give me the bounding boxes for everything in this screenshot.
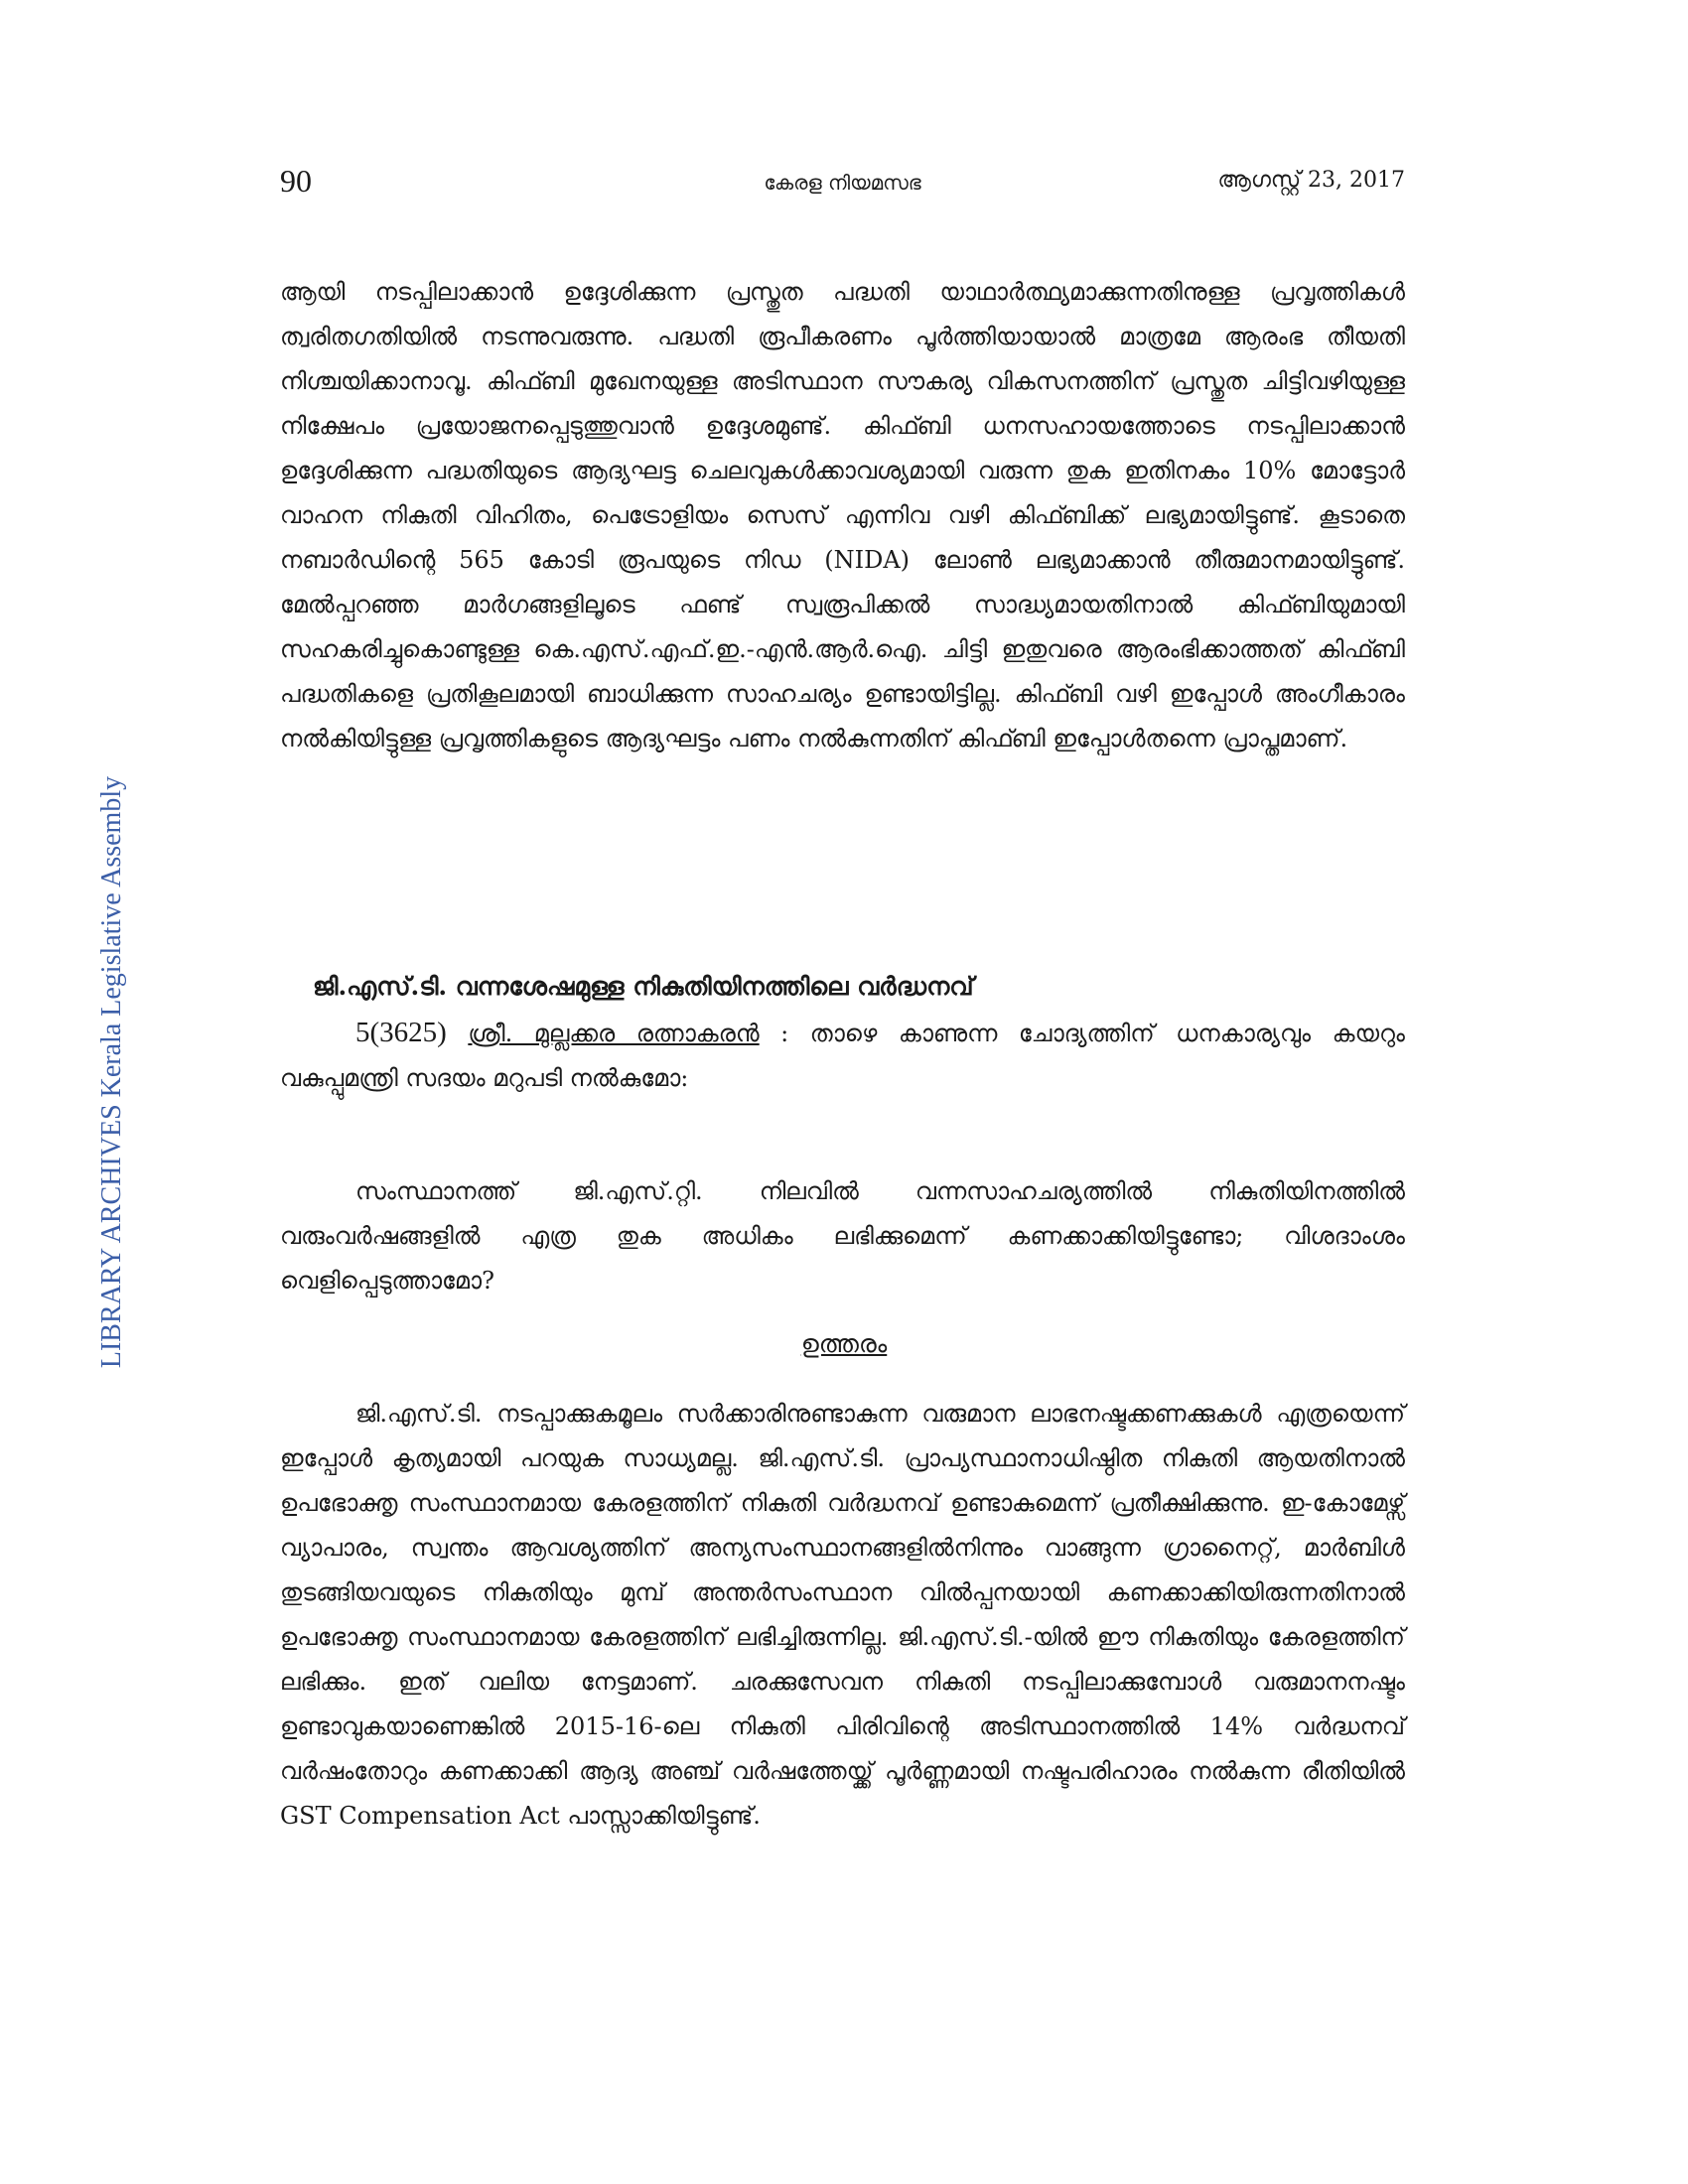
section-heading: ജി.എസ്.ടി. വന്നശേഷമുള്ള നികുതിയിനത്തിലെ വർദ്ധനവ് [313,972,974,1001]
continuation-paragraph: ആയി നടപ്പിലാക്കാൻ ഉദ്ദേശിക്കുന്ന പ്രസ്തുത പദ്ധതി യാഥാർത്ഥ്യമാക്കുന്നതിനുള്ള പ്രവൃത്തികൾ ത്വരിതഗതിയിൽ നടന്നുവരുന്നു. പദ്ധതി രൂപീകരണം പൂർത്തിയായാൽ മാത്രമേ ആരംഭ തീയതി നിശ്ചയിക്കാനാവൂ. കിഫ്ബി മുഖേനയുള്ള അടിസ്ഥാന സൗകര്യ വികസനത്തിന് പ്രസ്തുത ചിട്ടിവഴിയുള്ള നിക്ഷേപം പ്രയോജനപ്പെടുത്തുവാൻ ഉദ്ദേശമുണ്ട്. കിഫ്ബി ധനസഹായത്തോടെ നടപ്പിലാക്കാൻ ഉദ്ദേശിക്കുന്ന പദ്ധതിയുടെ ആദ്യഘട്ട ചെലവുകൾക്കാവശ്യമായി വരുന്ന തുക ഇതിനകം 10% മോട്ടോർ വാഹന നികുതി വിഹിതം, പെട്രോളിയം സെസ് എന്നിവ വഴി കിഫ്ബിക്ക് ലഭ്യമായിട്ടുണ്ട്. കൂടാതെ നബാർഡിന്റെ 565 കോടി രൂപയുടെ നിഡ (NIDA) ലോൺ ലഭ്യമാക്കാൻ തീരുമാനമായിട്ടുണ്ട്. മേൽപ്പറഞ്ഞ മാർഗങ്ങളിലൂടെ ഫണ്ട് സ്വരൂപിക്കൽ സാദ്ധ്യമായതിനാൽ കിഫ്ബിയുമായി സഹകരിച്ചുകൊണ്ടുള്ള കെ.എസ്.എഫ്.ഇ.-എൻ.ആർ.ഐ. ചിട്ടി ഇതുവരെ ആരംഭിക്കാത്തത് കിഫ്ബി പദ്ധതികളെ പ്രതികൂലമായി ബാധിക്കുന്ന സാഹചര്യം ഉണ്ടായിട്ടില്ല. കിഫ്ബി വഴി ഇപ്പോൾ അംഗീകാരം നൽകിയിട്ടുള്ള പ്രവൃത്തികളുടെ ആദ്യഘട്ടം പണം നൽകുന്നതിന് കിഫ്ബി ഇപ്പോൾതന്നെ പ്രാപ്തമാണ്. [280,278,1405,752]
question-text: സംസ്ഥാനത്ത് ജി.എസ്.റ്റി. നിലവിൽ വന്നസാഹചര്യത്തിൽ നികുതിയിനത്തിൽ വരുംവർഷങ്ങളിൽ എത്ര തുക അധികം ലഭിക്കുമെന്ന് കണക്കാക്കിയിട്ടുണ്ടോ; വിശദാംശം വെളിപ്പെടുത്താമോ? [280,1177,1405,1295]
member-name: ശ്രീ. മുല്ലക്കര രത്നാകരൻ [468,1020,760,1047]
archive-watermark: LIBRARY ARCHIVES Kerala Legislative Assembly [96,775,127,1369]
question-intro-paragraph [280,1011,1405,1101]
question-number: 5(3625) [355,1017,447,1048]
answer-paragraph: ജി.എസ്.ടി. നടപ്പാക്കുകമൂലം സർക്കാരിനുണ്ടാകുന്ന വരുമാന ലാഭനഷ്ടക്കണക്കുകൾ എത്രയെന്ന് ഇപ്പോൾ കൃത്യമായി പറയുക സാധ്യമല്ല. ജി.എസ്.ടി. പ്രാപ്യസ്ഥാനാധിഷ്ഠിത നികുതി ആയതിനാൽ ഉപഭോക്തൃ സംസ്ഥാനമായ കേരളത്തിന് നികുതി വർദ്ധനവ് ഉണ്ടാകുമെന്ന് പ്രതീക്ഷിക്കുന്നു. ഇ-കോമേഴ്സ് വ്യാപാരം, സ്വന്തം ആവശ്യത്തിന് അന്യസംസ്ഥാനങ്ങളിൽനിന്നും വാങ്ങുന്ന ഗ്രാനൈറ്റ്, മാർബിൾ തുടങ്ങിയവയുടെ നികുതിയും മുമ്പ് അന്തർസംസ്ഥാന വിൽപ്പനയായി കണക്കാക്കിയിരുന്നതിനാൽ ഉപഭോക്തൃ സംസ്ഥാനമായ കേരളത്തിന് ലഭിച്ചിരുന്നില്ല. ജി.എസ്.ടി.-യിൽ ഈ നികുതിയും കേരളത്തിന് ലഭിക്കും. ഇത് വലിയ നേട്ടമാണ്. ചരക്കുസേവന നികുതി നടപ്പിലാക്കുമ്പോൾ വരുമാനനഷ്ടം ഉണ്ടാവുകയാണെങ്കിൽ 2015-16-ലെ നികുതി പിരിവിന്റെ അടിസ്ഥാനത്തിൽ 14% വർദ്ധനവ് വർഷംതോറും കണക്കാക്കി ആദ്യ അഞ്ച് വർഷത്തേയ്ക്ക് പൂർണ്ണമായി നഷ്ടപരിഹാരം നൽകുന്ന രീതിയിൽ GST Compensation Act പാസ്സാക്കിയിട്ടുണ്ട്. [280,1400,1405,1830]
answer-heading: ഉത്തരം [800,1329,888,1358]
page-header [280,161,1405,201]
running-title: കേരള നിയമസഭ [764,171,921,195]
page-number: 90 [280,163,312,199]
header-date: ആഗസ്റ്റ് 23, 2017 [1217,168,1405,193]
question-intro: : താഴെ കാണുന്ന ചോദ്യത്തിന് ധനകാര്യവും കയറും വകുപ്പുമന്ത്രി സദയം മറുപടി നൽകുമോ: [280,1020,1405,1092]
